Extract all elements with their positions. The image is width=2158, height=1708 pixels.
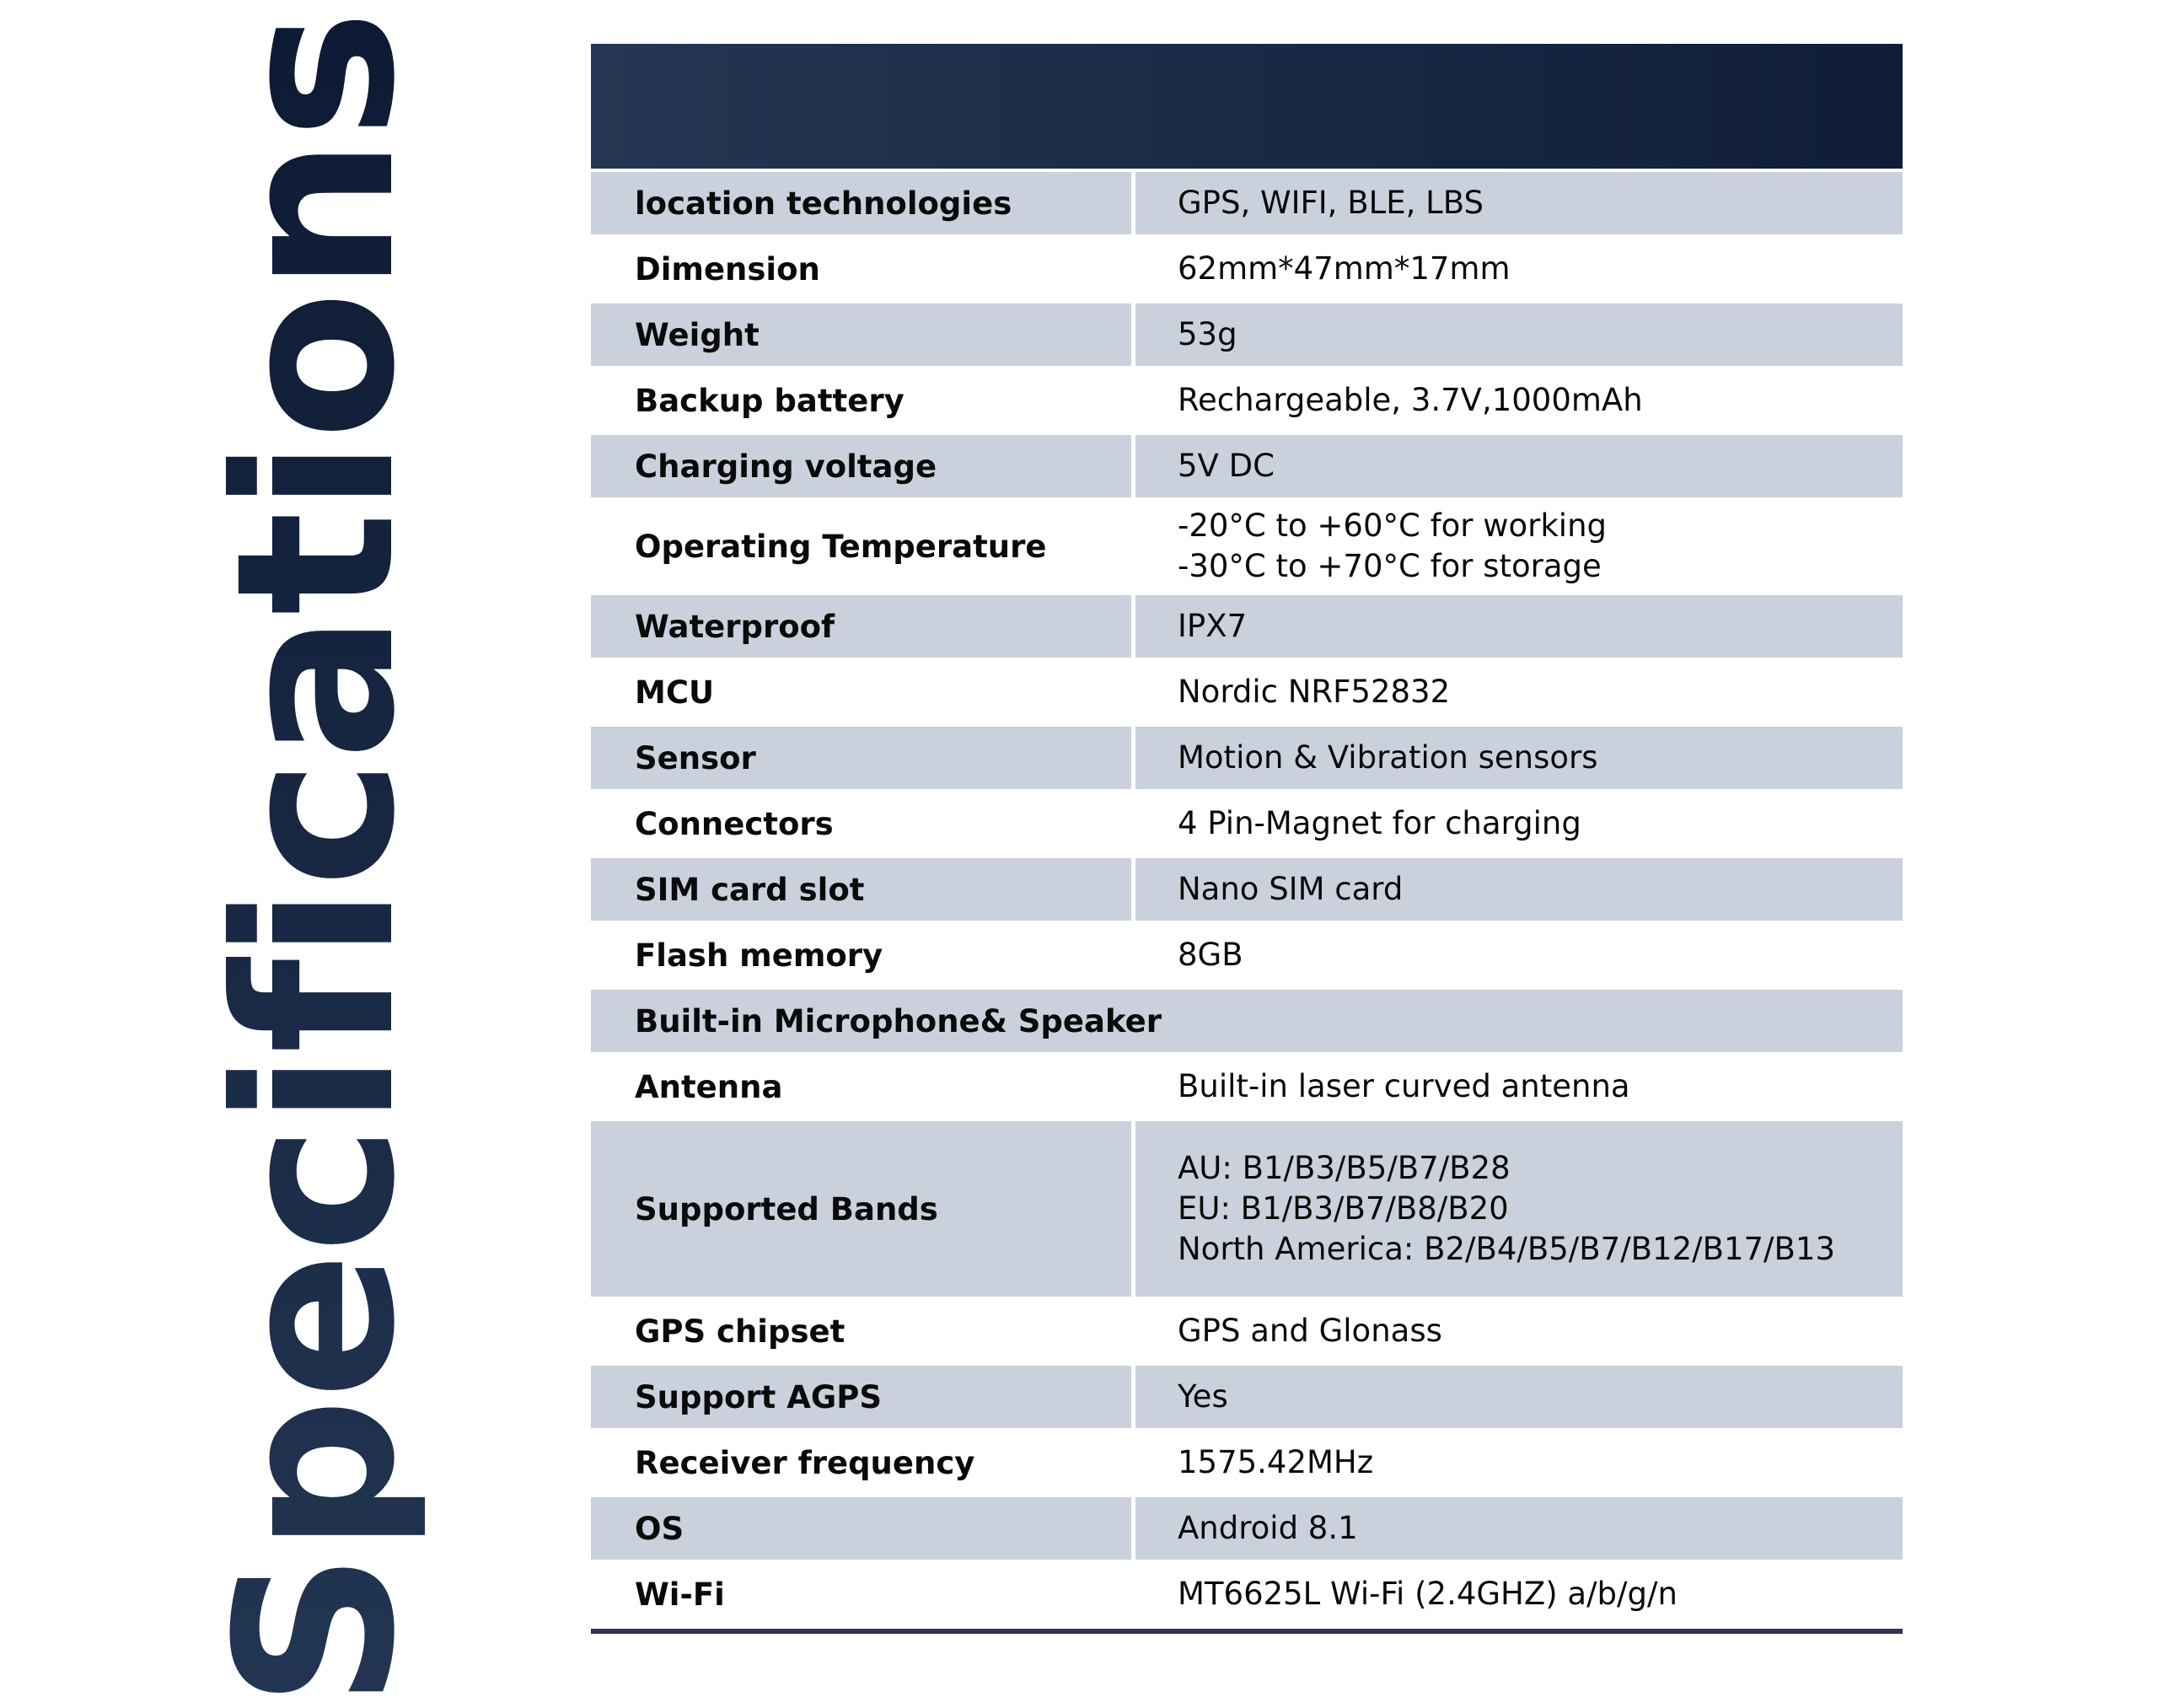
page-title: Specifications: [190, 11, 443, 1708]
spec-value: [1135, 238, 1903, 300]
spec-row: [591, 595, 1903, 658]
spec-label: Dimension: [635, 250, 820, 287]
specifications-table: [591, 44, 1903, 1634]
spec-label: Antenna: [635, 1068, 783, 1105]
spec-value: [1135, 1563, 1903, 1625]
spec-row: [591, 1300, 1903, 1362]
spec-value-line: MT6625L Wi-Fi (2.4GHZ) a/b/g/n: [1178, 1576, 1678, 1612]
spec-label: Backup battery: [635, 382, 905, 419]
spec-rows: [591, 172, 1903, 1625]
spec-value: [1135, 1431, 1903, 1494]
spec-value-line: 1575.42MHz: [1178, 1444, 1374, 1480]
spec-value: [1135, 1300, 1903, 1362]
spec-value: [1135, 1366, 1903, 1428]
spec-value-line: 5V DC: [1178, 448, 1275, 484]
spec-value-line: 4 Pin-Magnet for charging: [1178, 805, 1581, 841]
spec-label: OS: [591, 1497, 1131, 1560]
spec-row: [591, 1055, 1903, 1118]
spec-label: GPS chipset: [635, 1313, 845, 1350]
spec-row: [591, 369, 1903, 432]
spec-value-line: Motion & Vibration sensors: [1178, 739, 1598, 776]
spec-value: [1135, 1497, 1903, 1560]
spec-value: [1135, 661, 1903, 723]
spec-value-line: -30°C to +70°C for storage: [1178, 548, 1602, 584]
spec-label: Operating Temperature: [635, 528, 1047, 565]
spec-row: [591, 435, 1903, 497]
spec-value: [1135, 172, 1903, 234]
spec-value-line: 8GB: [1178, 937, 1243, 973]
spec-row: [591, 172, 1903, 234]
spec-value: [1135, 501, 1903, 592]
spec-value-line: Rechargeable, 3.7V,1000mAh: [1178, 382, 1643, 418]
spec-value: [1135, 727, 1903, 789]
spec-row: [591, 1121, 1903, 1297]
spec-value-line: EU: B1/B3/B7/B8/B20: [1178, 1190, 1509, 1227]
spec-row: [591, 990, 1903, 1052]
spec-row: [591, 727, 1903, 789]
spec-label: Charging voltage: [591, 435, 1131, 497]
spec-label: SIM card slot: [591, 858, 1131, 921]
spec-label: Support AGPS: [591, 1366, 1131, 1428]
spec-value-line: GPS, WIFI, BLE, LBS: [1178, 185, 1484, 221]
spec-row: [591, 1366, 1903, 1428]
spec-label: MCU: [635, 674, 715, 711]
spec-value-line: GPS and Glonass: [1178, 1313, 1442, 1349]
spec-value: [1135, 792, 1903, 855]
spec-label: Wi-Fi: [635, 1576, 725, 1613]
spec-row: [591, 238, 1903, 300]
spec-label: location technologies: [591, 172, 1131, 234]
spec-value-line: North America: B2/B4/B5/B7/B12/B17/B13: [1178, 1231, 1835, 1267]
spec-value-line: -20°C to +60°C for working: [1178, 508, 1608, 544]
spec-label: Built-in Microphone& Speaker: [591, 990, 1903, 1052]
spec-value-line: 53g: [1178, 316, 1237, 352]
spec-row: [591, 1563, 1903, 1625]
spec-value-line: Nano SIM card: [1178, 871, 1404, 907]
spec-value: [1135, 858, 1903, 921]
spec-value-line: Android 8.1: [1178, 1510, 1358, 1546]
spec-row: [591, 858, 1903, 921]
spec-value-line: Nordic NRF52832: [1178, 674, 1451, 710]
spec-label: Waterproof: [591, 595, 1131, 658]
spec-value-line: Yes: [1178, 1378, 1228, 1415]
spec-row: [591, 661, 1903, 723]
spec-row: [591, 924, 1903, 986]
spec-row: [591, 1431, 1903, 1494]
spec-value: [1135, 924, 1903, 986]
spec-value-line: AU: B1/B3/B5/B7/B28: [1178, 1150, 1511, 1186]
spec-label: Receiver frequency: [635, 1444, 975, 1481]
spec-row: [591, 303, 1903, 366]
spec-label: Supported Bands: [591, 1121, 1131, 1297]
spec-label: Flash memory: [635, 937, 883, 974]
spec-label: Sensor: [591, 727, 1131, 789]
spec-value-line: IPX7: [1178, 608, 1248, 644]
spec-value: [1135, 303, 1903, 366]
spec-row: [591, 501, 1903, 592]
spec-value: [1135, 1055, 1903, 1118]
spec-value: [1135, 1121, 1903, 1297]
spec-value: [1135, 369, 1903, 432]
spec-value: [1135, 435, 1903, 497]
spec-value: [1135, 595, 1903, 658]
table-header-bar: [591, 44, 1903, 169]
spec-value-line: Built-in laser curved antenna: [1178, 1068, 1630, 1104]
spec-row: [591, 792, 1903, 855]
spec-label: Connectors: [635, 805, 834, 842]
table-footer-line: [591, 1629, 1903, 1634]
spec-label: Weight: [591, 303, 1131, 366]
spec-value-line: 62mm*47mm*17mm: [1178, 250, 1511, 287]
spec-row: [591, 1497, 1903, 1560]
